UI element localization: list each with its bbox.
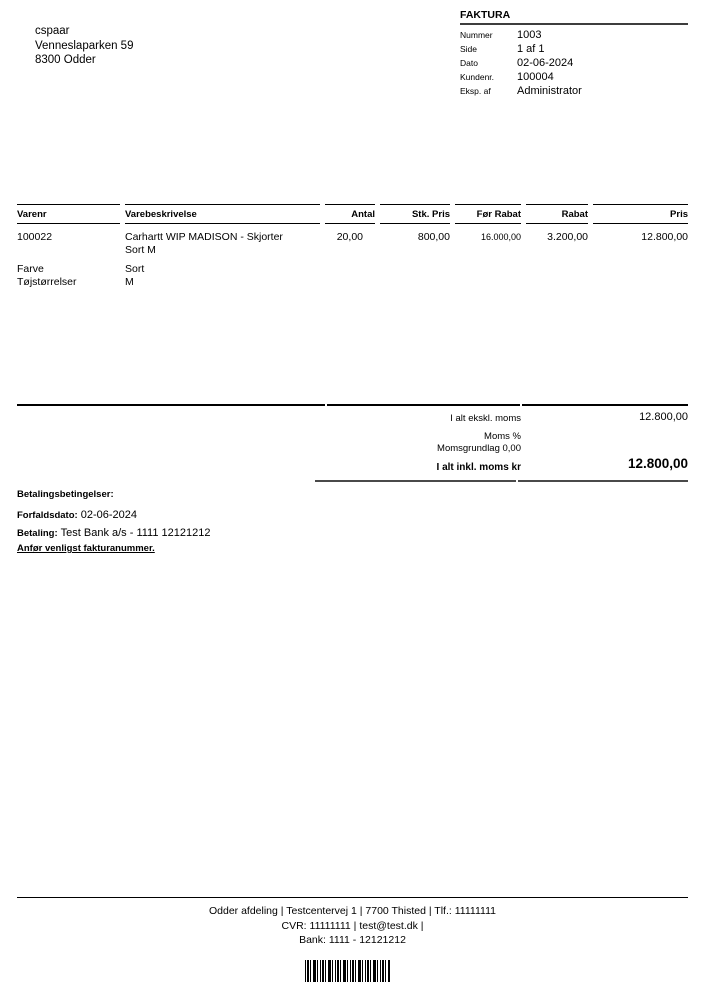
- due-date-line: [17, 505, 137, 523]
- invoice-field-eksp-af: [460, 85, 688, 99]
- invoice-field-nummer: [460, 29, 688, 43]
- sender-street: Venneslaparken 59: [35, 39, 134, 52]
- total-excl-vat-label: I alt ekskl. moms: [450, 413, 521, 424]
- totals-top-divider: [17, 404, 325, 406]
- field-label: Dato: [460, 58, 478, 68]
- invoice-title: FAKTURA: [460, 9, 511, 21]
- item-foer-rabat: 16.000,00: [480, 232, 521, 242]
- total-excl-vat-value: 12.800,00: [639, 411, 688, 423]
- item-row: [17, 224, 688, 257]
- item-varenr: 100022: [17, 231, 53, 243]
- footer-block: [17, 897, 688, 948]
- totals-top-divider: [522, 404, 688, 406]
- payment-terms-heading: Betalingsbetingelser:: [17, 489, 114, 500]
- footer-line-address: Odder afdeling | Testcentervej 1 | 7700 Thisted | Tlf.: 11111111: [208, 905, 496, 917]
- invoice-field-dato: [460, 57, 688, 71]
- item-antal: 20,00: [336, 231, 363, 243]
- item-description: [125, 224, 320, 257]
- field-label: Kundenr.: [460, 72, 495, 82]
- column-header-foer-rabat: Før Rabat: [455, 204, 521, 224]
- item-stk-pris: 800,00: [417, 231, 450, 243]
- items-table: [12, 204, 693, 289]
- field-label: Side: [460, 44, 478, 54]
- invoice-field-kundenr: [460, 71, 688, 85]
- field-label: Eksp. af: [460, 86, 491, 96]
- invoice-field-side: [460, 43, 688, 57]
- attribute-label: Farve: [17, 263, 44, 275]
- column-header-stk-pris: Stk. Pris: [380, 204, 450, 224]
- item-description-line2: Sort M: [125, 244, 156, 256]
- item-description-line1: Carhartt WIP MADISON - Skjorter: [125, 231, 283, 243]
- due-date-label: Forfaldsdato:: [17, 510, 78, 521]
- total-incl-vat-value: 12.800,00: [627, 456, 688, 471]
- attribute-value: M: [125, 276, 134, 288]
- field-label: Nummer: [460, 30, 493, 40]
- item-attribute-row: [17, 257, 688, 276]
- column-header-rabat: Rabat: [526, 204, 588, 224]
- sender-address-block: [35, 24, 133, 68]
- payment-method-line: [17, 523, 210, 541]
- column-header-varenr: Varenr: [17, 204, 120, 224]
- column-header-antal: Antal: [325, 204, 375, 224]
- footer-line-bank: Bank: 1111 - 12121212: [299, 934, 406, 946]
- payment-note: Anfør venligst fakturanummer.: [17, 543, 155, 554]
- invoice-title-divider: [460, 23, 688, 25]
- field-value: 1003: [517, 29, 542, 41]
- total-incl-vat-label: I alt inkl. moms kr: [436, 462, 521, 473]
- totals-top-divider: [327, 404, 520, 406]
- items-table-header-row: [17, 204, 688, 224]
- attribute-label: Tøjstørrelser: [17, 276, 77, 288]
- barcode: [305, 960, 390, 982]
- vat-base-label: Momsgrundlag 0,00: [437, 443, 521, 454]
- field-value: 02-06-2024: [517, 57, 574, 69]
- field-value: 100004: [517, 71, 554, 83]
- column-header-varebeskrivelse: Varebeskrivelse: [125, 204, 320, 224]
- totals-bottom-divider: [518, 480, 688, 482]
- due-date-value: 02-06-2024: [80, 509, 137, 521]
- totals-block: [12, 404, 693, 488]
- column-header-pris: Pris: [593, 204, 688, 224]
- payment-method-value: Test Bank a/s - 1111 12121212: [60, 527, 211, 539]
- payment-method-label: Betaling:: [17, 528, 58, 539]
- item-rabat: 3.200,00: [547, 231, 588, 243]
- field-value: 1 af 1: [517, 43, 545, 55]
- item-attribute-row: [17, 276, 688, 289]
- invoice-header-block: [460, 9, 688, 99]
- sender-city: 8300 Odder: [35, 54, 96, 66]
- item-pris: 12.800,00: [641, 231, 688, 243]
- vat-percent-label: Moms %: [484, 431, 521, 442]
- attribute-value: Sort: [125, 263, 145, 275]
- footer-line-cvr-email: CVR: 11111111 | test@test.dk |: [281, 919, 424, 932]
- sender-name: cspaar: [35, 25, 70, 37]
- field-value: Administrator: [517, 85, 582, 97]
- totals-bottom-divider: [315, 480, 516, 482]
